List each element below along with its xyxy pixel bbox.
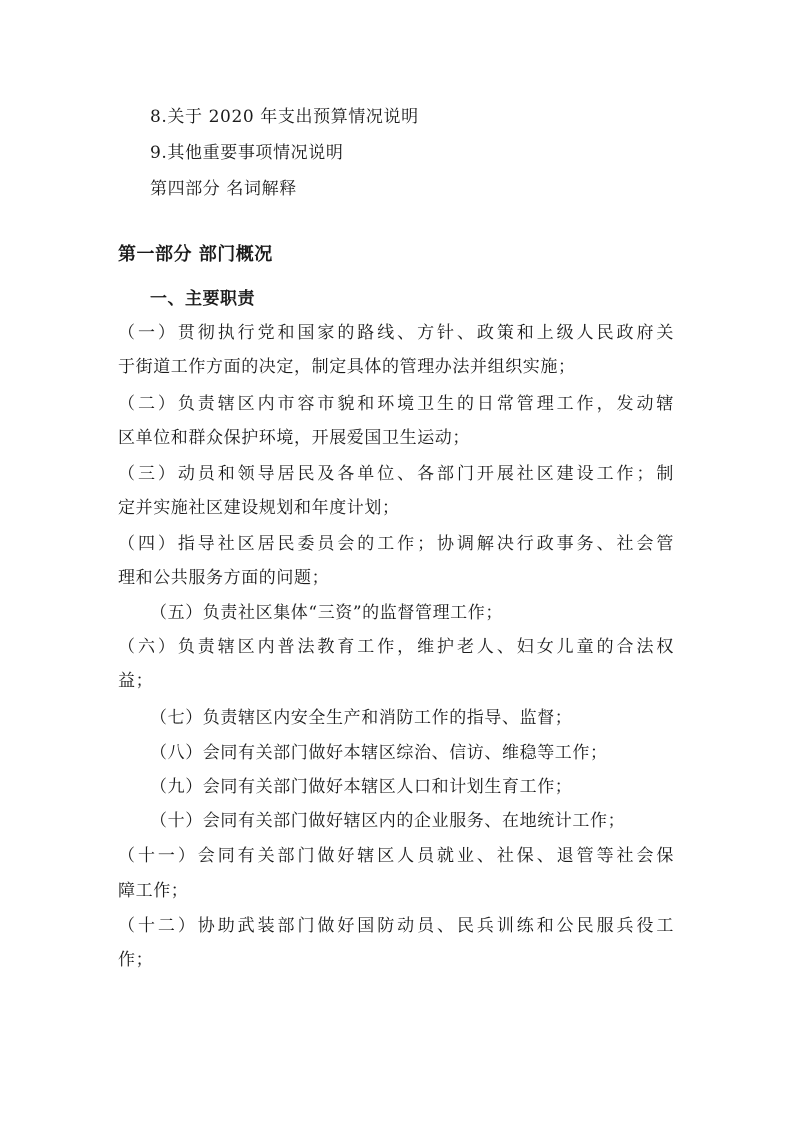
duty-1-line-2: 于街道工作方面的决定，制定具体的管理办法并组织实施；: [118, 357, 576, 377]
section1-title: 一、主要职责: [150, 289, 255, 309]
duty-2-line-1: （二）负责辖区内市容市貌和环境卫生的日常管理工作，发动辖: [118, 394, 674, 414]
duty-3-line-1: （三）动员和领导居民及各单位、各部门开展社区建设工作；制: [118, 464, 674, 484]
duty-4-line-2: 理和公共服务方面的问题；: [118, 568, 330, 588]
duty-5-line-1: （五）负责社区集体“三资”的监督管理工作；: [150, 603, 503, 623]
duty-1-line-1: （一）贯彻执行党和国家的路线、方针、政策和上级人民政府关: [118, 323, 674, 343]
duty-3-line-2: 定并实施社区建设规划和年度计划；: [118, 498, 400, 518]
duty-10-line-1: （十）会同有关部门做好辖区内的企业服务、在地统计工作；: [150, 811, 626, 831]
duty-11-line-2: 障工作；: [118, 881, 189, 901]
duty-9-line-1: （九）会同有关部门做好本辖区人口和计划生育工作；: [150, 777, 573, 797]
duty-6-line-2: 益；: [118, 671, 154, 691]
duty-7-line-1: （七）负责辖区内安全生产和消防工作的指导、监督；: [150, 708, 573, 728]
duty-6-line-1: （六）负责辖区内普法教育工作，维护老人、妇女儿童的合法权: [118, 637, 674, 657]
duty-2-line-2: 区单位和群众保护环境，开展爱国卫生运动；: [118, 428, 470, 448]
duty-8-line-1: （八）会同有关部门做好本辖区综治、信访、维稳等工作；: [150, 743, 608, 763]
duty-12-line-1: （十二）协助武装部门做好国防动员、民兵训练和公民服兵役工: [118, 916, 674, 936]
duty-12-line-2: 作；: [118, 950, 154, 970]
duty-4-line-1: （四）指导社区居民委员会的工作；协调解决行政事务、社会管: [118, 534, 674, 554]
part1-title: 第一部分 部门概况: [118, 244, 273, 265]
duty-11-line-1: （十一）会同有关部门做好辖区人员就业、社保、退管等社会保: [118, 846, 674, 866]
toc-part-4: 第四部分 名词解释: [150, 179, 297, 199]
toc-item-8: 8.关于 2020 年支出预算情况说明: [150, 107, 419, 127]
toc-item-9: 9.其他重要事项情况说明: [150, 143, 344, 163]
